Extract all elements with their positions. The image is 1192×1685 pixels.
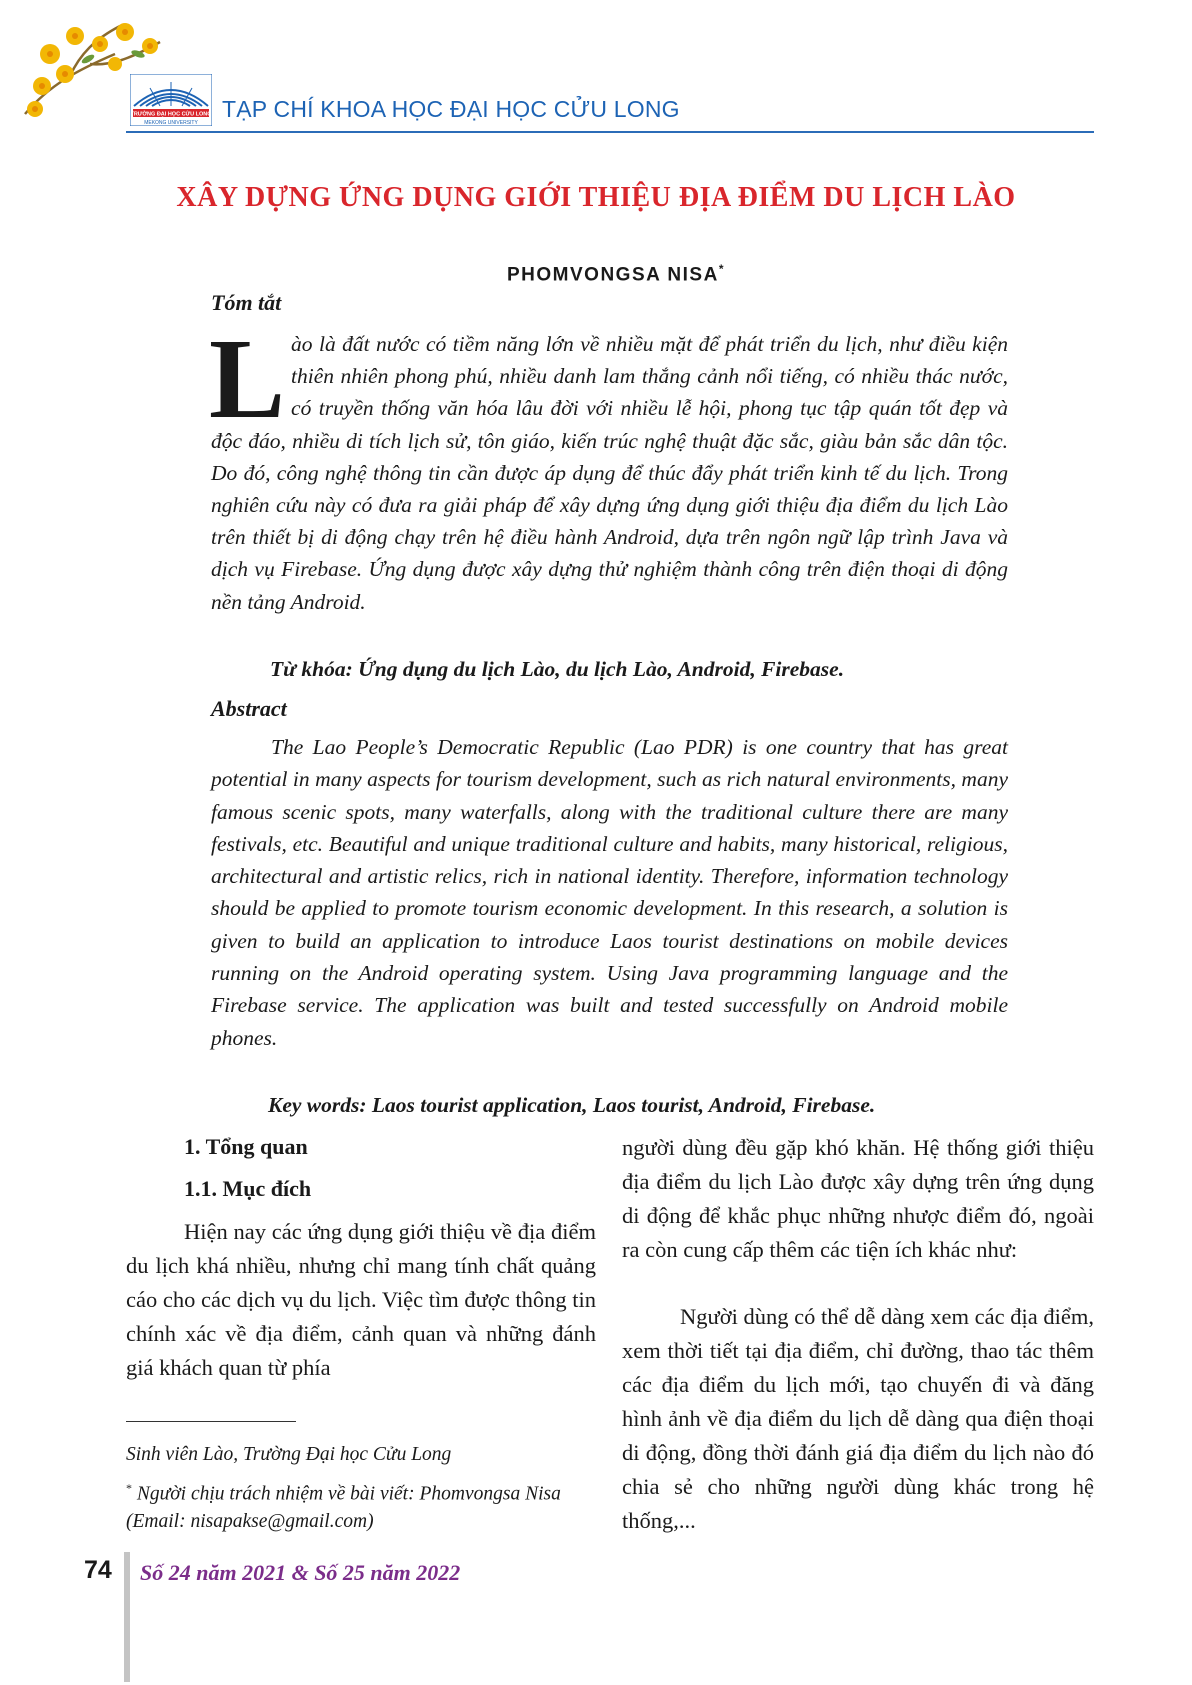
right-column-paragraph-1: người dùng đều gặp khó khăn. Hệ thống giới thiệu địa điểm du lịch Lào được xây dựng trên ứng dụng di động để khắc phục những nhược điểm đó, ngoài ra còn cung cấp thêm các tiện ích khác như:	[622, 1135, 1094, 1262]
footnote-responsible	[126, 1475, 606, 1535]
section-heading-1: 1. Tổng quan	[184, 1134, 308, 1159]
footer-bar	[124, 1552, 130, 1682]
author-line	[0, 262, 1192, 286]
abstract-en-body: The Lao People’s Democratic Republic (Lao PDR) is one country that has great potential in many aspects for tourism development, such as rich natural environments, many famous scenic spots, many waterfalls, along with the traditional culture there are many festivals, etc. Beautiful and unique traditional culture and habits, many historical, religious, architectural and artistic relics, rich in national identity. Therefore, information technology should be applied to promote tourism economic development. In this research, a solution is given to build an application to introduce Laos tourist destinations on mobile devices running on the Android operating system. Using Java programming language and the Firebase service. The application was built and tested successfully on Android mobile phones.	[211, 735, 1008, 1050]
footnote-mark: *	[126, 1481, 132, 1495]
drop-cap: L	[209, 315, 286, 442]
right-column-paragraph-2: Người dùng có thể dễ dàng xem các địa điểm, xem thời tiết tại địa điểm, chỉ đường, thao tác thêm các địa điểm du lịch mới, tạo chuyến đi và đăng hình ảnh về địa điểm du lịch dễ dàng qua điện thoại di động, đồng thời đánh giá địa điểm du lịch nào đó chia sẻ cho những người dùng khác trong hệ thống,...	[622, 1304, 1094, 1533]
logo-subtext: MEKONG UNIVERSITY	[144, 120, 198, 126]
author-name: PHOMVONGSA NISA	[507, 264, 719, 286]
author-mark: *	[718, 262, 725, 276]
footnote-affiliation: Sinh viên Lào, Trường Đại học Cửu Long	[126, 1444, 452, 1465]
footnote-rule	[126, 1421, 296, 1422]
abstract-en-heading: Abstract	[211, 696, 287, 721]
abstract-vn-text: ào là đất nước có tiềm năng lớn về nhiều mặt để phát triển du lịch, như điều kiện thiên nhiên phong phú, nhiều danh lam thắng cảnh nổi tiếng, có nhiều thác nước, có truyền thống văn hóa lâu đời với nhiều lễ hội, phong tục tập quán tốt đẹp và độc đáo, nhiều di tích lịch sử, tôn giáo, kiến trúc nghệ thuật đặc sắc, giàu bản sắc dân tộc. Do đó, công nghệ thông tin cần được áp dụng để thúc đẩy phát triển kinh tế du lịch. Trong nghiên cứu này có đưa ra giải pháp để xây dựng ứng dụng giới thiệu địa điểm du lịch Lào trên thiết bị di động chạy trên hệ điều hành Android, dựa trên ngôn ngữ lập trình Java và dịch vụ Firebase. Ứng dụng được xây dựng thử nghiệm thành công trên điện thoại di động nền tảng Android.	[211, 332, 1008, 614]
article-title: XÂY DỰNG ỨNG DỤNG GIỚI THIỆU ĐỊA ĐIỂM DU LỊCH LÀO	[176, 182, 1016, 213]
left-column-paragraph: Hiện nay các ứng dụng giới thiệu về địa điểm du lịch khá nhiều, nhưng chỉ mang tính chất quảng cáo cho các dịch vụ du lịch. Việc tìm được thông tin chính xác về địa điểm, cảnh quan và những đánh giá khách quan từ phía	[126, 1219, 596, 1380]
logo-text: TRƯỜNG ĐẠI HỌC CỬU LONG	[130, 111, 212, 118]
page-number: 74	[84, 1556, 112, 1584]
journal-name: TẠP CHÍ KHOA HỌC ĐẠI HỌC CỬU LONG	[222, 96, 680, 122]
header-rule	[126, 131, 1094, 133]
abstract-vn-body	[209, 315, 1008, 618]
keywords-vn: Từ khóa: Ứng dụng du lịch Lào, du lịch Lào, Android, Firebase.	[270, 657, 845, 681]
footnote-responsible-text: Người chịu trách nhiệm về bài viết: Phomvongsa Nisa (Email: nisapakse@gmail.com)	[126, 1483, 561, 1532]
issue-info: Số 24 năm 2021 & Số 25 năm 2022	[140, 1560, 461, 1585]
keywords-en: Key words: Laos tourist application, Laos tourist, Android, Firebase.	[268, 1093, 876, 1117]
university-logo	[130, 74, 212, 126]
abstract-vn-heading: Tóm tắt	[211, 290, 282, 315]
section-heading-1-1: 1.1. Mục đích	[184, 1176, 312, 1201]
